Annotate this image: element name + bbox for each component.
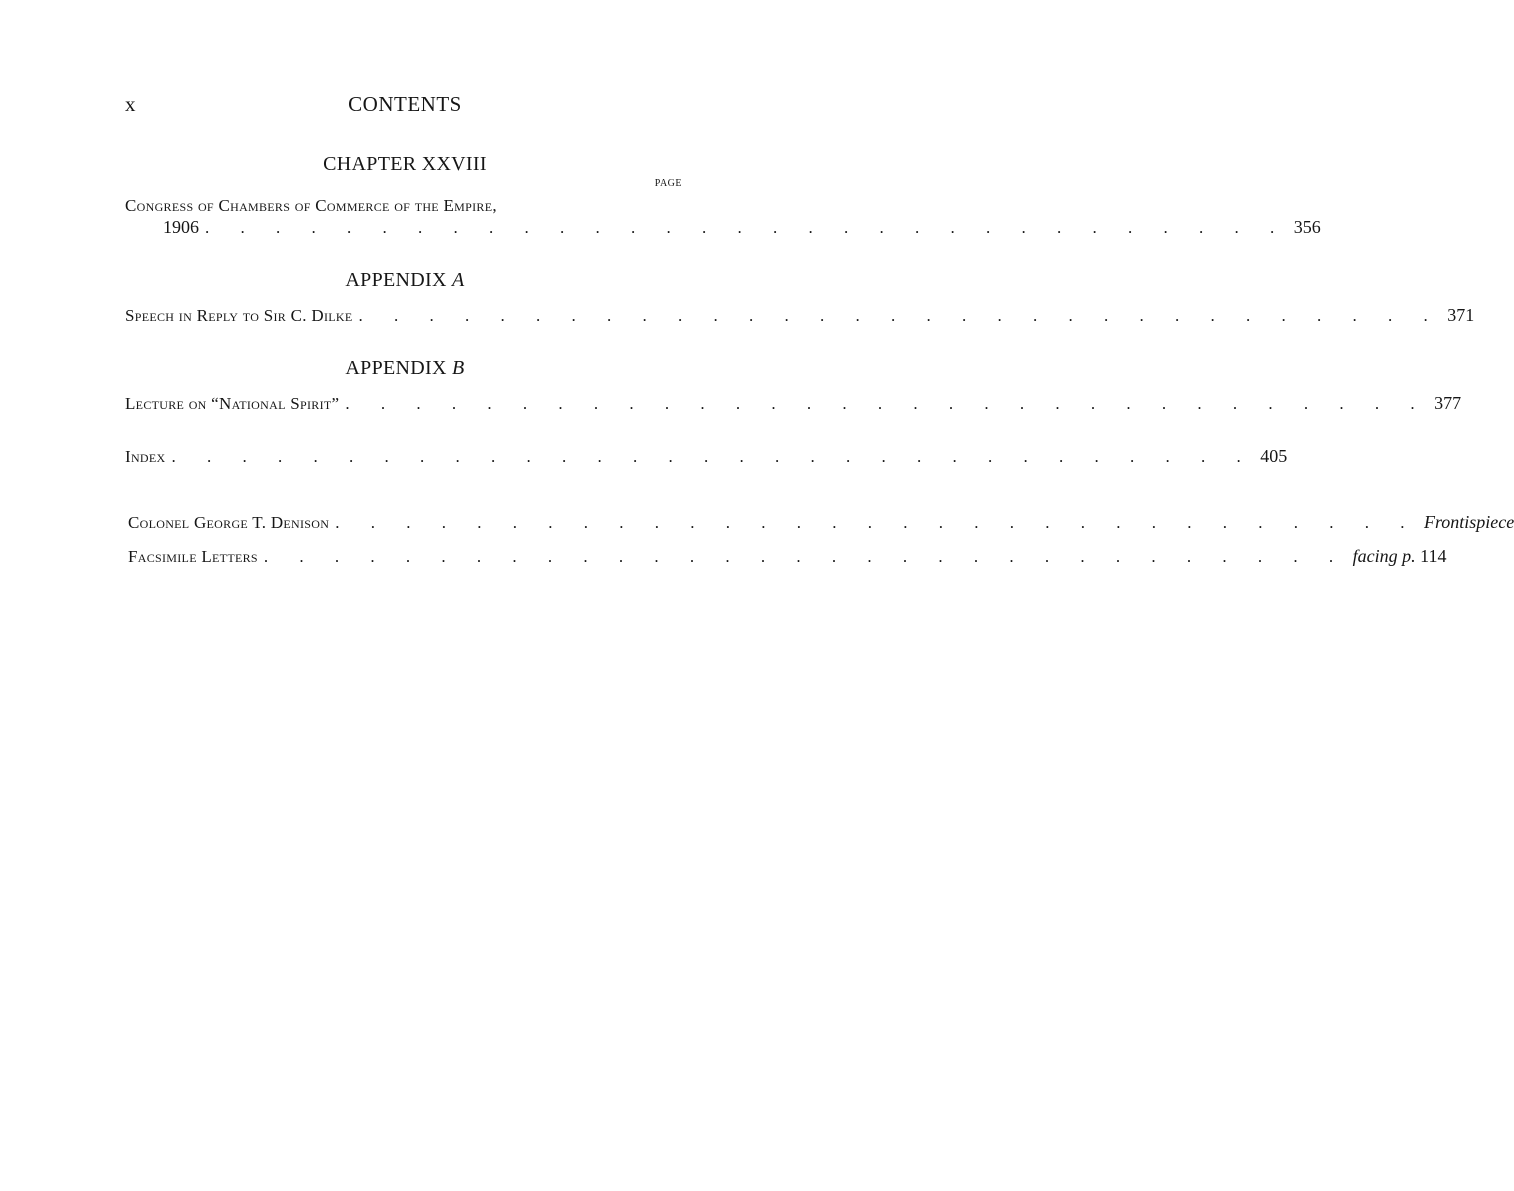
appendix-b-heading: APPENDIX B	[345, 357, 465, 379]
dot-leader: . . . . . . . . . . . . . . . . . . . . . . . . . . . . . . .	[358, 306, 1442, 325]
illustration-entry-portrait	[128, 512, 1514, 533]
chapter-heading: CHAPTER XXVIII	[323, 153, 487, 175]
illustration-facsimile-location: facing p. 114	[1352, 546, 1447, 566]
chapter-page-number: 356	[1293, 217, 1321, 237]
dot-leader: . . . . . . . . . . . . . . . . . . . . . . . . . . . . . . .	[345, 394, 1429, 413]
page-column-label: PAGE	[654, 178, 682, 189]
dot-leader: . . . . . . . . . . . . . . . . . . . . . . . . . . . . . . .	[171, 447, 1255, 466]
dot-leader: . . . . . . . . . . . . . . . . . . . . . . . . . . . . . . .	[205, 218, 1288, 237]
page-number: x	[125, 92, 136, 116]
appendix-a-page-number: 371	[1447, 305, 1475, 325]
chapter-entry-line2	[163, 217, 1321, 238]
appendix-a-heading: APPENDIX A	[345, 269, 465, 291]
index-page-number: 405	[1260, 446, 1288, 466]
appendix-b-entry-title: Lecture on “National Spirit”	[125, 394, 340, 413]
dot-leader: . . . . . . . . . . . . . . . . . . . . . . . . . . . . . . .	[335, 513, 1418, 532]
running-title: CONTENTS	[348, 92, 462, 116]
index-entry-title: Index	[125, 447, 166, 466]
appendix-a-entry	[125, 305, 1475, 326]
appendix-b-entry	[125, 393, 1462, 414]
illustration-facsimile-title: Facsimile Letters	[128, 547, 258, 566]
dot-leader: . . . . . . . . . . . . . . . . . . . . . . . . . . . . . . .	[263, 547, 1347, 566]
appendix-b-page-number: 377	[1434, 393, 1462, 413]
illustration-portrait-title: Colonel George T. Denison	[128, 513, 330, 532]
chapter-entry-year: 1906	[163, 217, 199, 237]
illustration-entry-facsimile	[128, 546, 1447, 567]
index-entry	[125, 446, 1288, 467]
chapter-entry-line1: Congress of Chambers of Commerce of the Empire,	[125, 196, 497, 215]
illustration-portrait-location: Frontispiece	[1423, 512, 1514, 532]
appendix-a-entry-title: Speech in Reply to Sir C. Dilke	[125, 306, 353, 325]
